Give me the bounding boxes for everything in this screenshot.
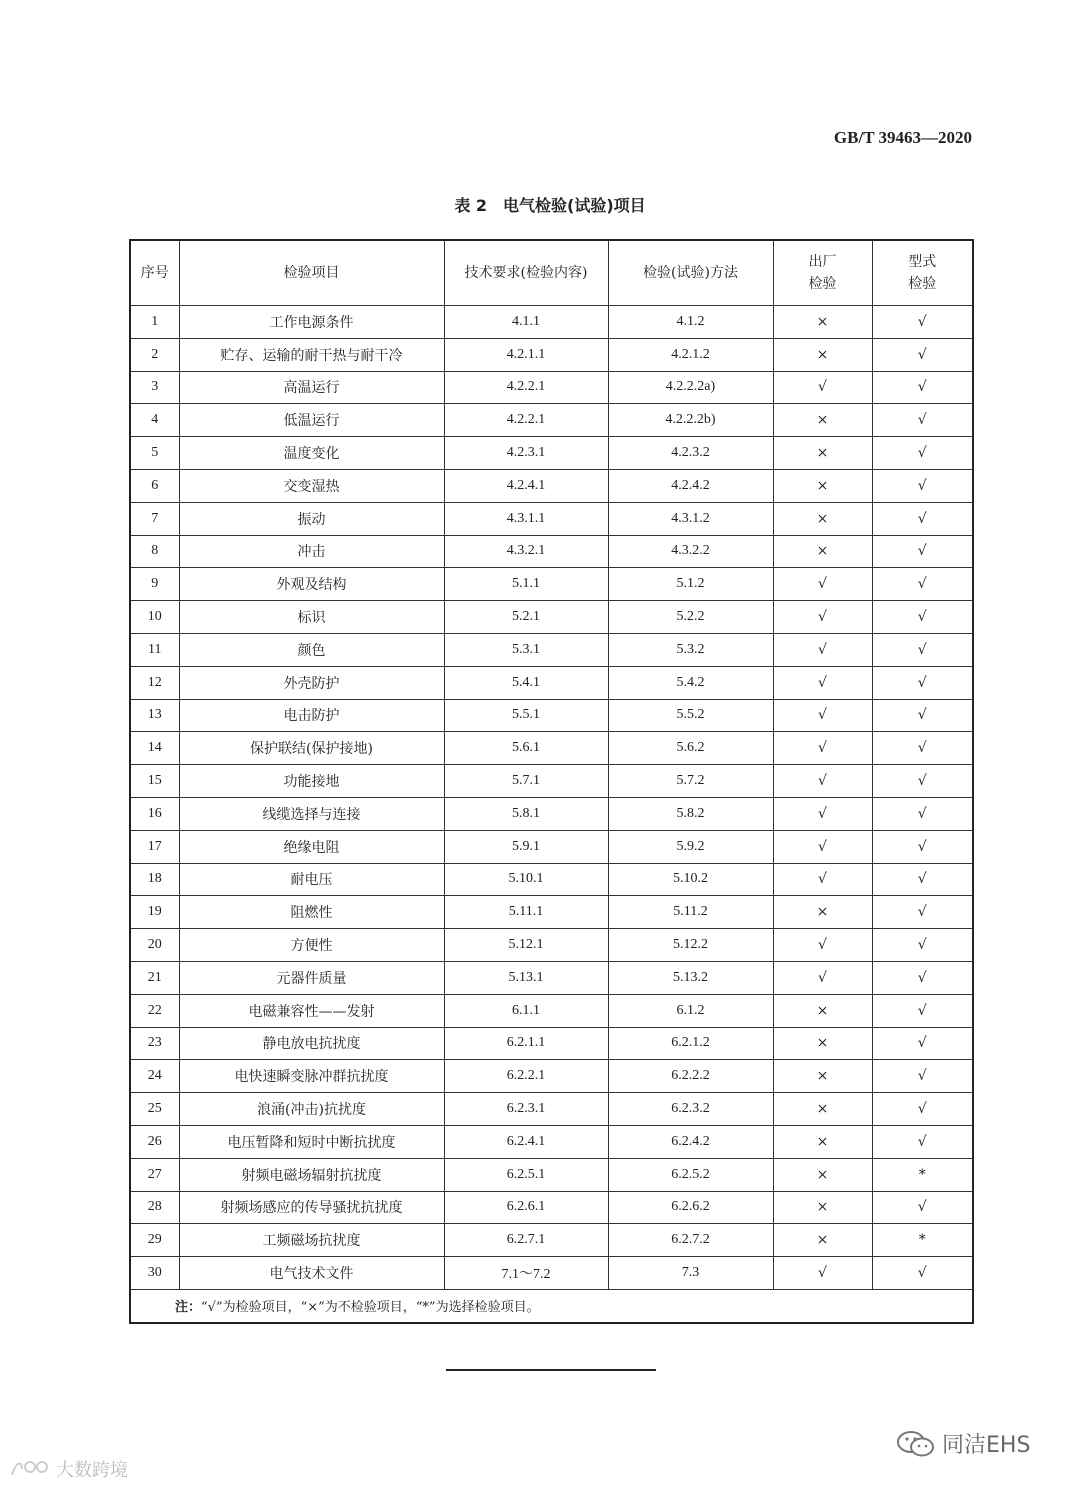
watermark-left-text: 大数跨境 [56, 1460, 128, 1481]
row-method: 5.5.2 [608, 699, 773, 732]
row-method: 6.2.4.2 [608, 1125, 773, 1158]
row-seq: 19 [130, 896, 179, 929]
table-row [130, 732, 973, 765]
row-method: 5.7.2 [608, 765, 773, 798]
row-requirement: 6.2.1.1 [444, 1027, 608, 1060]
row-item: 线缆选择与连接 [179, 797, 444, 830]
row-requirement: 4.3.2.1 [444, 535, 608, 568]
row-requirement: 4.2.1.1 [444, 338, 608, 371]
row-requirement: 5.13.1 [444, 961, 608, 994]
row-factory-mark: √ [773, 765, 872, 798]
row-factory-mark: √ [773, 1257, 872, 1290]
table-row [130, 502, 973, 535]
row-seq: 4 [130, 404, 179, 437]
row-item: 元器件质量 [179, 961, 444, 994]
row-type-mark: √ [872, 469, 973, 502]
row-item: 电磁兼容性——发射 [179, 994, 444, 1027]
row-factory-mark: × [773, 1191, 872, 1224]
row-requirement: 5.7.1 [444, 765, 608, 798]
row-requirement: 5.12.1 [444, 929, 608, 962]
row-type-mark: √ [872, 1060, 973, 1093]
row-type-mark: * [872, 1224, 973, 1257]
row-item: 贮存、运输的耐干热与耐干冷 [179, 338, 444, 371]
row-method: 7.3 [608, 1257, 773, 1290]
row-requirement: 5.6.1 [444, 732, 608, 765]
row-requirement: 5.3.1 [444, 633, 608, 666]
row-type-mark: √ [872, 1257, 973, 1290]
row-item: 电气技术文件 [179, 1257, 444, 1290]
row-factory-mark: × [773, 1125, 872, 1158]
table-title: 表 2 电气检验(试验)项目 [454, 196, 646, 215]
row-factory-mark: √ [773, 732, 872, 765]
row-factory-mark: × [773, 1027, 872, 1060]
row-item: 绝缘电阻 [179, 830, 444, 863]
note-label: 注： [175, 1300, 202, 1316]
row-type-mark: √ [872, 404, 973, 437]
row-requirement: 6.2.4.1 [444, 1125, 608, 1158]
row-type-mark: √ [872, 371, 973, 404]
row-item: 功能接地 [179, 765, 444, 798]
row-factory-mark: × [773, 1158, 872, 1191]
row-requirement: 5.9.1 [444, 830, 608, 863]
row-seq: 9 [130, 568, 179, 601]
row-method: 5.12.2 [608, 929, 773, 962]
table-row [130, 830, 973, 863]
table-row [130, 1060, 973, 1093]
row-type-mark: √ [872, 961, 973, 994]
row-seq: 25 [130, 1093, 179, 1126]
row-factory-mark: √ [773, 863, 872, 896]
row-seq: 16 [130, 797, 179, 830]
row-factory-mark: × [773, 535, 872, 568]
column-header-type-test: 型式 检验 [872, 240, 973, 306]
row-item: 低温运行 [179, 404, 444, 437]
row-factory-mark: √ [773, 601, 872, 634]
row-factory-mark: × [773, 502, 872, 535]
row-requirement: 5.1.1 [444, 568, 608, 601]
table-row [130, 1027, 973, 1060]
row-method: 6.2.2.2 [608, 1060, 773, 1093]
table-row [130, 1093, 973, 1126]
row-factory-mark: √ [773, 961, 872, 994]
row-requirement: 6.1.1 [444, 994, 608, 1027]
row-item: 冲击 [179, 535, 444, 568]
row-item: 射频电磁场辐射抗扰度 [179, 1158, 444, 1191]
row-requirement: 5.2.1 [444, 601, 608, 634]
row-factory-mark: √ [773, 929, 872, 962]
table-row [130, 371, 973, 404]
table-row [130, 896, 973, 929]
row-requirement: 6.2.5.1 [444, 1158, 608, 1191]
table-row [130, 1257, 973, 1290]
row-factory-mark: × [773, 338, 872, 371]
row-requirement: 4.2.3.1 [444, 437, 608, 470]
row-factory-mark: √ [773, 830, 872, 863]
row-factory-mark: √ [773, 633, 872, 666]
table-row [130, 469, 973, 502]
table-row [130, 797, 973, 830]
row-method: 4.2.3.2 [608, 437, 773, 470]
table-row [130, 863, 973, 896]
row-seq: 20 [130, 929, 179, 962]
row-requirement: 5.4.1 [444, 666, 608, 699]
row-factory-mark: × [773, 1060, 872, 1093]
row-seq: 24 [130, 1060, 179, 1093]
note-text: “√”为检验项目，“×”为不检验项目，“*”为选择检验项目。 [201, 1300, 540, 1316]
row-item: 交变湿热 [179, 469, 444, 502]
table-row [130, 437, 973, 470]
row-item: 外观及结构 [179, 568, 444, 601]
row-seq: 22 [130, 994, 179, 1027]
row-item: 电压暂降和短时中断抗扰度 [179, 1125, 444, 1158]
row-method: 4.2.2.2a) [608, 371, 773, 404]
row-requirement: 6.2.6.1 [444, 1191, 608, 1224]
table-row [130, 633, 973, 666]
row-item: 阻燃性 [179, 896, 444, 929]
row-item: 工作电源条件 [179, 306, 444, 339]
row-seq: 17 [130, 830, 179, 863]
note-cell [130, 1289, 973, 1323]
table-row [130, 666, 973, 699]
row-requirement: 6.2.7.1 [444, 1224, 608, 1257]
row-type-mark: √ [872, 699, 973, 732]
inspection-table [129, 239, 974, 1324]
row-seq: 18 [130, 863, 179, 896]
row-type-mark: √ [872, 1125, 973, 1158]
row-seq: 26 [130, 1125, 179, 1158]
row-seq: 11 [130, 633, 179, 666]
row-type-mark: * [872, 1158, 973, 1191]
row-factory-mark: √ [773, 797, 872, 830]
table-row [130, 338, 973, 371]
row-method: 5.11.2 [608, 896, 773, 929]
row-method: 5.1.2 [608, 568, 773, 601]
row-item: 浪涌(冲击)抗扰度 [179, 1093, 444, 1126]
end-rule [446, 1369, 656, 1371]
row-type-mark: √ [872, 568, 973, 601]
row-type-mark: √ [872, 732, 973, 765]
column-header-method: 检验(试验)方法 [608, 240, 773, 306]
row-type-mark: √ [872, 1191, 973, 1224]
row-item: 射频场感应的传导骚扰抗扰度 [179, 1191, 444, 1224]
row-requirement: 6.2.3.1 [444, 1093, 608, 1126]
row-type-mark: √ [872, 1093, 973, 1126]
row-requirement: 5.11.1 [444, 896, 608, 929]
row-requirement: 6.2.2.1 [444, 1060, 608, 1093]
row-factory-mark: × [773, 1093, 872, 1126]
row-item: 温度变化 [179, 437, 444, 470]
row-method: 4.2.1.2 [608, 338, 773, 371]
row-method: 5.10.2 [608, 863, 773, 896]
row-type-mark: √ [872, 830, 973, 863]
row-factory-mark: × [773, 896, 872, 929]
row-requirement: 5.8.1 [444, 797, 608, 830]
row-seq: 5 [130, 437, 179, 470]
row-type-mark: √ [872, 437, 973, 470]
row-seq: 27 [130, 1158, 179, 1191]
table-row [130, 1158, 973, 1191]
table-body [130, 306, 973, 1290]
row-item: 静电放电抗扰度 [179, 1027, 444, 1060]
row-method: 6.2.1.2 [608, 1027, 773, 1060]
row-factory-mark: × [773, 994, 872, 1027]
row-type-mark: √ [872, 535, 973, 568]
table-row [130, 601, 973, 634]
table-row [130, 306, 973, 339]
column-header-factory-test: 出厂 检验 [773, 240, 872, 306]
row-requirement: 4.1.1 [444, 306, 608, 339]
row-seq: 23 [130, 1027, 179, 1060]
row-method: 5.4.2 [608, 666, 773, 699]
row-seq: 3 [130, 371, 179, 404]
table-row [130, 535, 973, 568]
row-method: 4.3.2.2 [608, 535, 773, 568]
watermark-left [8, 1456, 128, 1482]
row-method: 5.2.2 [608, 601, 773, 634]
row-item: 耐电压 [179, 863, 444, 896]
row-item: 电击防护 [179, 699, 444, 732]
row-item: 方便性 [179, 929, 444, 962]
row-seq: 21 [130, 961, 179, 994]
row-seq: 7 [130, 502, 179, 535]
row-method: 5.13.2 [608, 961, 773, 994]
row-factory-mark: × [773, 1224, 872, 1257]
row-item: 颜色 [179, 633, 444, 666]
row-type-mark: √ [872, 896, 973, 929]
row-item: 外壳防护 [179, 666, 444, 699]
row-type-mark: √ [872, 306, 973, 339]
row-requirement: 4.2.4.1 [444, 469, 608, 502]
row-method: 4.2.2.2b) [608, 404, 773, 437]
row-seq: 30 [130, 1257, 179, 1290]
row-item: 高温运行 [179, 371, 444, 404]
row-factory-mark: √ [773, 699, 872, 732]
row-type-mark: √ [872, 338, 973, 371]
row-method: 5.8.2 [608, 797, 773, 830]
row-type-mark: √ [872, 797, 973, 830]
row-item: 电快速瞬变脉冲群抗扰度 [179, 1060, 444, 1093]
table-row [130, 994, 973, 1027]
table-row [130, 699, 973, 732]
table-row [130, 929, 973, 962]
standard-code: GB/T 39463—2020 [833, 128, 972, 147]
row-seq: 14 [130, 732, 179, 765]
table-row [130, 1125, 973, 1158]
table-row [130, 1191, 973, 1224]
column-header-requirement: 技术要求(检验内容) [444, 240, 608, 306]
row-type-mark: √ [872, 929, 973, 962]
row-factory-mark: × [773, 437, 872, 470]
row-item: 标识 [179, 601, 444, 634]
row-factory-mark: × [773, 469, 872, 502]
row-seq: 15 [130, 765, 179, 798]
table-row [130, 765, 973, 798]
watermark-right-text: 同洁EHS [942, 1433, 1031, 1458]
row-item: 工频磁场抗扰度 [179, 1224, 444, 1257]
row-factory-mark: × [773, 306, 872, 339]
brand-logo-icon [8, 1457, 52, 1481]
row-method: 6.2.5.2 [608, 1158, 773, 1191]
row-type-mark: √ [872, 502, 973, 535]
row-factory-mark: × [773, 404, 872, 437]
row-item: 振动 [179, 502, 444, 535]
row-item: 保护联结(保护接地) [179, 732, 444, 765]
row-seq: 12 [130, 666, 179, 699]
row-requirement: 5.5.1 [444, 699, 608, 732]
row-method: 4.1.2 [608, 306, 773, 339]
row-seq: 2 [130, 338, 179, 371]
row-requirement: 5.10.1 [444, 863, 608, 896]
row-factory-mark: √ [773, 568, 872, 601]
row-type-mark: √ [872, 1027, 973, 1060]
row-seq: 8 [130, 535, 179, 568]
table-row [130, 961, 973, 994]
row-seq: 13 [130, 699, 179, 732]
watermark-right [896, 1428, 1030, 1459]
column-header-seq: 序号 [130, 240, 179, 306]
row-type-mark: √ [872, 994, 973, 1027]
row-type-mark: √ [872, 601, 973, 634]
row-factory-mark: √ [773, 666, 872, 699]
table-row [130, 404, 973, 437]
row-seq: 28 [130, 1191, 179, 1224]
column-header-item: 检验项目 [179, 240, 444, 306]
wechat-icon [896, 1430, 936, 1458]
row-method: 6.2.3.2 [608, 1093, 773, 1126]
table-header-row [130, 240, 973, 306]
row-method: 5.9.2 [608, 830, 773, 863]
row-method: 5.3.2 [608, 633, 773, 666]
row-seq: 10 [130, 601, 179, 634]
row-method: 4.2.4.2 [608, 469, 773, 502]
row-seq: 6 [130, 469, 179, 502]
row-seq: 1 [130, 306, 179, 339]
row-method: 6.2.6.2 [608, 1191, 773, 1224]
row-requirement: 7.1～7.2 [444, 1257, 608, 1290]
row-seq: 29 [130, 1224, 179, 1257]
row-type-mark: √ [872, 633, 973, 666]
row-method: 6.2.7.2 [608, 1224, 773, 1257]
row-method: 4.3.1.2 [608, 502, 773, 535]
row-type-mark: √ [872, 863, 973, 896]
row-requirement: 4.2.2.1 [444, 371, 608, 404]
row-type-mark: √ [872, 666, 973, 699]
row-requirement: 4.3.1.1 [444, 502, 608, 535]
table-row [130, 1224, 973, 1257]
row-factory-mark: √ [773, 371, 872, 404]
row-method: 5.6.2 [608, 732, 773, 765]
row-method: 6.1.2 [608, 994, 773, 1027]
table-row [130, 568, 973, 601]
note-row [130, 1289, 973, 1323]
row-requirement: 4.2.2.1 [444, 404, 608, 437]
row-type-mark: √ [872, 765, 973, 798]
